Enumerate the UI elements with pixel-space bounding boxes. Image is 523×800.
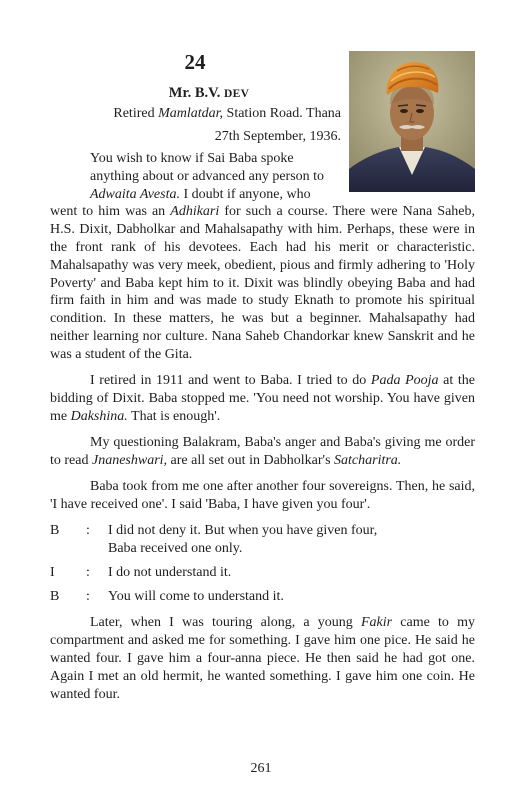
para3-a: My questioning Balakram, Baba's anger and Baba's giving me order to read	[50, 434, 475, 468]
para3-b: are all set out in Dabholkar's	[167, 452, 335, 468]
para3-italic-2: Satcharitra.	[334, 452, 402, 468]
person-subtitle	[50, 105, 341, 123]
para5-italic: Fakir	[361, 615, 393, 631]
body-text	[50, 150, 475, 712]
para5-b: came to my compartment and asked me for something. I gave him one pice. He said he wanted four. I gave him a four-anna piece. He then said he had got one. Again I met an old hermit, he wanted something. I gave him one coin. He wanted four.	[50, 615, 475, 702]
para2-b: at the bidding of Dixit. Baba stopped me. 'You need not worship. You have given me	[50, 373, 475, 424]
dialogue-text: I do not understand it.	[108, 564, 232, 580]
name-surname: DEV	[224, 88, 250, 100]
name-prefix: Mr. B.V.	[168, 85, 224, 101]
chapter-number: 24	[184, 50, 206, 74]
para1-italic-1: Adwaita Avesta.	[90, 186, 180, 202]
dialogue-text	[108, 522, 475, 558]
dialogue-line	[50, 564, 475, 582]
para2-italic-2: Dakshina.	[70, 408, 128, 424]
dialogue-text-line-2: Baba received one only.	[108, 540, 243, 556]
para1-line-2: anything about or advanced any person to	[90, 168, 325, 184]
para2-a: I retired in 1911 and went to Baba. I tried to do	[90, 373, 371, 389]
paragraph-2	[50, 372, 475, 425]
dialogue-speaker: B	[50, 523, 60, 539]
subtitle-part-b: Station Road. Thana	[223, 106, 341, 121]
para1-line-3-rest: I doubt if anyone, who	[179, 186, 311, 202]
para2-italic-1: Pada Pooja	[370, 373, 439, 389]
dialogue-colon: :	[86, 588, 90, 604]
dialogue-line	[50, 522, 475, 558]
paragraph-4: Baba took from me one after another four sovereigns. Then, he said, 'I have received one'. I said 'Baba, I have given you four'.	[50, 479, 475, 512]
para1-line-3	[50, 186, 341, 204]
subtitle-italic: Mamlatdar,	[158, 106, 224, 121]
para3-italic-1: Jnaneshwari,	[91, 452, 168, 468]
person-name	[84, 84, 334, 103]
para5-a: Later, when I was touring along, a young	[90, 615, 361, 631]
dialogue-speaker: I	[50, 564, 55, 580]
paragraph-1	[50, 150, 475, 364]
para1-rest-a: went to him was an	[50, 204, 171, 220]
paragraph-5	[50, 614, 475, 703]
paragraph-3	[50, 434, 475, 470]
dialogue-speaker: B	[50, 588, 60, 604]
page-number: 261	[250, 761, 272, 776]
dialogue-text-line-1: I did not deny it. But when you have given four,	[108, 523, 378, 539]
dialogue-colon: :	[86, 564, 90, 580]
para1-italic-2: Adhikari	[170, 204, 220, 220]
para1-line-1: You wish to know if Sai Baba spoke	[90, 151, 294, 166]
para1-rest-b: for such a course. There were Nana Saheb, H.S. Dixit, Dabholkar and Mahalsapathy with him. Perhaps, these were in the front rank of his devotees. Each had his merit or characteristic. Mahalsapathy was very meek, obedient, pious and firmly adhering to 'Holy Poverty' and Baba kept him to it. Dixit was blindly obeying Baba and had firm faith in him and was made to study Eknath to promote his spiritual condition. In these matters, he was but a beginner. Mahalsapathy had neither learning nor culture. Nana Saheb Chandorkar knew Sanskrit and he was a student of the Gita.	[50, 204, 475, 362]
para2-c: That is enough'.	[127, 408, 221, 424]
para1-rest	[50, 204, 475, 361]
dialogue-text: You will come to understand it.	[108, 588, 284, 604]
letter-date: 27th September, 1936.	[214, 129, 341, 144]
subtitle-part-a: Retired	[113, 106, 159, 121]
dialogue-line	[50, 588, 475, 606]
dialogue-colon: :	[86, 523, 90, 539]
